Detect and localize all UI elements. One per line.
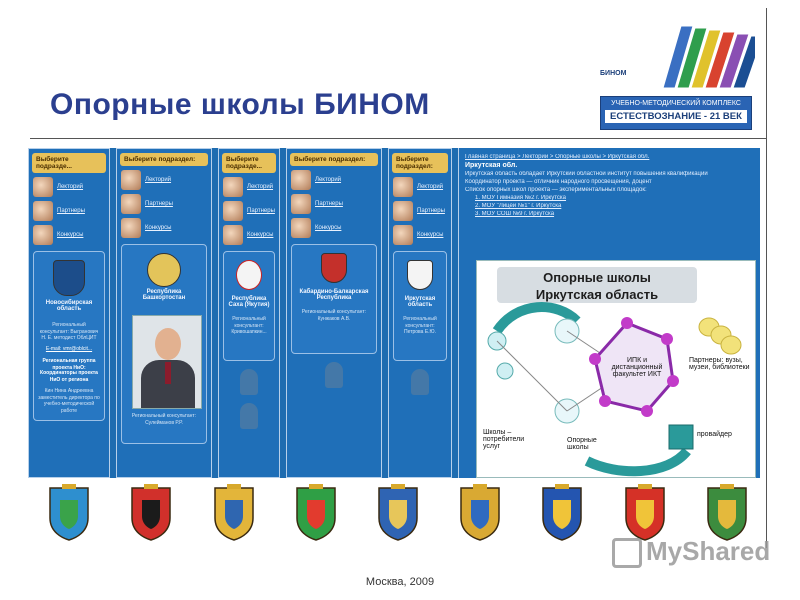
- text-line: Список опорных школ проекта — экспериментальных площадок:: [465, 187, 647, 193]
- panel-link[interactable]: Партнеры: [247, 208, 275, 214]
- region-coordinators: Координаторы проекта НиО от региона: [40, 370, 98, 383]
- school-link[interactable]: 1. МОУ Гимназия №2 г. Иркутска: [475, 195, 567, 201]
- region-contact: Кин Нина Андреевна заместитель директора по учебно-методической работе: [38, 388, 100, 414]
- region-consultant: Региональный консультант: Петрова Е.Ю.: [403, 316, 437, 335]
- base-schools-label: Опорные школы: [567, 437, 597, 451]
- region-box: [223, 251, 275, 361]
- coat-of-arms-icon: [236, 260, 262, 290]
- photo-thumb-icon: [33, 225, 53, 245]
- panel-link[interactable]: Партнеры: [145, 201, 173, 207]
- photo-thumb-icon: [121, 194, 141, 214]
- node-sphere-icon: [497, 363, 513, 379]
- diagram-title-line2: Иркутская область: [535, 287, 659, 302]
- silhouette-icon: [240, 369, 258, 395]
- schools-label: Школы – потребители услуг: [483, 429, 525, 450]
- provider-label: провайдер: [697, 431, 732, 438]
- watermark-logo-icon: [612, 538, 642, 568]
- region-name: Республика Башкортостан: [142, 289, 186, 301]
- photo-thumb-icon: [121, 218, 141, 238]
- photo-thumb-icon: [223, 225, 243, 245]
- region-name: Республика Саха (Якутия): [228, 296, 270, 308]
- panel-link[interactable]: Лекторий: [417, 184, 444, 190]
- panel-irkutsk: [388, 148, 452, 478]
- panel-link-item[interactable]: [291, 194, 377, 214]
- panel-link[interactable]: Конкурсы: [57, 232, 84, 238]
- slide-footer: Москва, 2009: [365, 576, 435, 588]
- coat-of-arms-icon: [147, 253, 181, 287]
- hub-node-icon: [589, 353, 601, 365]
- logo-line2: ЕСТЕСТВОЗНАНИЕ - 21 ВЕК: [605, 110, 747, 123]
- photo-thumb-icon: [33, 177, 53, 197]
- photo-thumb-icon: [393, 177, 413, 197]
- region-name: Новосибирская область: [45, 300, 93, 312]
- text-line: Иркутская область обладает Иркутский областной институт повышения квалификации: [465, 171, 708, 177]
- watermark: [612, 536, 770, 568]
- photo-thumb-icon: [291, 218, 311, 238]
- panel-link[interactable]: Партнеры: [417, 208, 445, 214]
- photo-face: [155, 328, 181, 360]
- panel-link[interactable]: Лекторий: [247, 184, 274, 190]
- panel-link[interactable]: Партнеры: [57, 208, 85, 214]
- coat-of-arms-icon: [457, 484, 503, 542]
- panel-link[interactable]: Конкурсы: [145, 225, 172, 231]
- coat-of-arms-icon: [539, 484, 585, 542]
- region-box: [121, 244, 207, 444]
- panel-link-item[interactable]: [393, 201, 447, 221]
- coat-of-arms-icon: [321, 253, 347, 283]
- photo-thumb-icon: [291, 194, 311, 214]
- region-consultant: Региональный консультант: Кривошапкин...: [231, 316, 267, 335]
- coat-of-arms-icon: [53, 260, 85, 296]
- panel-header: Выберите подраздел:: [120, 153, 208, 166]
- photo-thumb-icon: [121, 170, 141, 190]
- side-rule: [766, 8, 767, 548]
- panel-link-item[interactable]: [393, 177, 447, 197]
- watermark-text: MyShared: [646, 536, 771, 566]
- page-heading: Иркутская обл.: [465, 162, 518, 169]
- hub-node-icon: [599, 395, 611, 407]
- panel-link[interactable]: Партнеры: [315, 201, 343, 207]
- region-email[interactable]: E-mail: vmr@oblcit...: [45, 346, 93, 352]
- coat-of-arms-icon: [293, 484, 339, 542]
- region-consultant: Региональный консультант: Кунжаков А.В.: [301, 309, 367, 322]
- panel-link[interactable]: Конкурсы: [417, 232, 444, 238]
- consultant-photo: [132, 315, 202, 409]
- publisher-name: БИНОМ: [600, 70, 627, 77]
- logo-line1: УЧЕБНО-МЕТОДИЧЕСКИЙ КОМПЛЕКС: [611, 100, 741, 107]
- hub-node-icon: [661, 333, 673, 345]
- photo-thumb-icon: [291, 170, 311, 190]
- coat-of-arms-icon: [211, 484, 257, 542]
- panel-yakutia: [218, 148, 280, 478]
- panel-link-item[interactable]: [223, 201, 275, 221]
- panel-link-item[interactable]: [223, 177, 275, 197]
- partner-icon: [721, 336, 741, 354]
- provider-box-icon: [669, 425, 693, 449]
- hub-node-icon: [641, 405, 653, 417]
- panel-header: Выберите подраздел:: [392, 153, 448, 173]
- slide-title: Опорные школы БИНОМ: [50, 88, 430, 121]
- title-rule: [30, 138, 766, 139]
- panel-header: Выберите подразде...: [32, 153, 106, 173]
- region-group: Региональная группа проекта НиО:: [42, 358, 96, 371]
- breadcrumb[interactable]: Главная страница > Лекторий > Опорные школы > Иркутская обл.: [465, 154, 650, 160]
- photo-thumb-icon: [393, 201, 413, 221]
- panel-link[interactable]: Лекторий: [57, 184, 84, 190]
- photo-thumb-icon: [393, 225, 413, 245]
- hub-label: ИПК и дистанционный факультет ИКТ: [611, 357, 663, 378]
- panel-link-item[interactable]: [33, 201, 105, 221]
- panel-header: Выберите подраздел:: [290, 153, 378, 166]
- coat-of-arms-icon: [622, 484, 668, 542]
- coat-of-arms-icon: [128, 484, 174, 542]
- region-consultant: Региональный консультант: Выгранович Н. Е. методист ОблЦИТ: [39, 322, 99, 341]
- umk-logo: [600, 18, 760, 130]
- panel-link-item[interactable]: [291, 218, 377, 238]
- diagram-title-line1: Опорные школы: [543, 270, 651, 285]
- panel-link[interactable]: Конкурсы: [247, 232, 274, 238]
- text-line: Координатор проекта — отличник народного просвещения, доцент: [465, 179, 652, 185]
- panel-link[interactable]: Лекторий: [145, 177, 172, 183]
- coat-of-arms-icon: [46, 484, 92, 542]
- panel-novosibirsk: [28, 148, 110, 478]
- region-box: [393, 251, 447, 361]
- panel-link[interactable]: Лекторий: [315, 177, 342, 183]
- hub-node-icon: [621, 317, 633, 329]
- panel-bashkortostan: [116, 148, 212, 478]
- network-diagram: [476, 260, 756, 478]
- panel-header: Выберите подразде...: [222, 153, 276, 173]
- region-name: Кабардино-Балкарская Республика: [299, 289, 369, 301]
- photo-tie: [165, 362, 171, 384]
- silhouette-icon: [325, 362, 343, 388]
- school-link[interactable]: 2. МОУ "Лицей №1" г. Иркутска: [475, 203, 562, 209]
- coat-of-arms-icon: [407, 260, 433, 290]
- region-box: [291, 244, 377, 354]
- panel-link-item[interactable]: [393, 225, 447, 245]
- panel-kbr: [286, 148, 382, 478]
- panel-link[interactable]: Конкурсы: [315, 225, 342, 231]
- region-name: Иркутская область: [404, 296, 436, 308]
- panel-link-item[interactable]: [291, 170, 377, 190]
- silhouette-icon: [411, 369, 429, 395]
- photo-thumb-icon: [33, 201, 53, 221]
- region-box: [33, 251, 105, 421]
- partners-label: Партнеры: вузы, музеи, библиотеки: [689, 357, 750, 371]
- photo-thumb-icon: [223, 177, 243, 197]
- flow-arrow-icon: [587, 451, 687, 471]
- panel-link-item[interactable]: [223, 225, 275, 245]
- photo-thumb-icon: [223, 201, 243, 221]
- silhouette-icon: [240, 403, 258, 429]
- region-consultant: Региональный консультант: Сулейманов Р.Р.: [131, 413, 197, 426]
- books-logo-icon: [655, 18, 755, 93]
- panel-link-item[interactable]: [121, 170, 207, 190]
- coat-of-arms-icon: [375, 484, 421, 542]
- panel-link-item[interactable]: [33, 177, 105, 197]
- panel-link-item[interactable]: [33, 225, 105, 245]
- coat-of-arms-icon: [704, 484, 750, 542]
- panel-link-item[interactable]: [121, 218, 207, 238]
- logo-banner: [600, 96, 752, 130]
- panel-link-item[interactable]: [121, 194, 207, 214]
- school-link[interactable]: 3. МОУ СОШ №9 г. Иркутска: [475, 211, 555, 217]
